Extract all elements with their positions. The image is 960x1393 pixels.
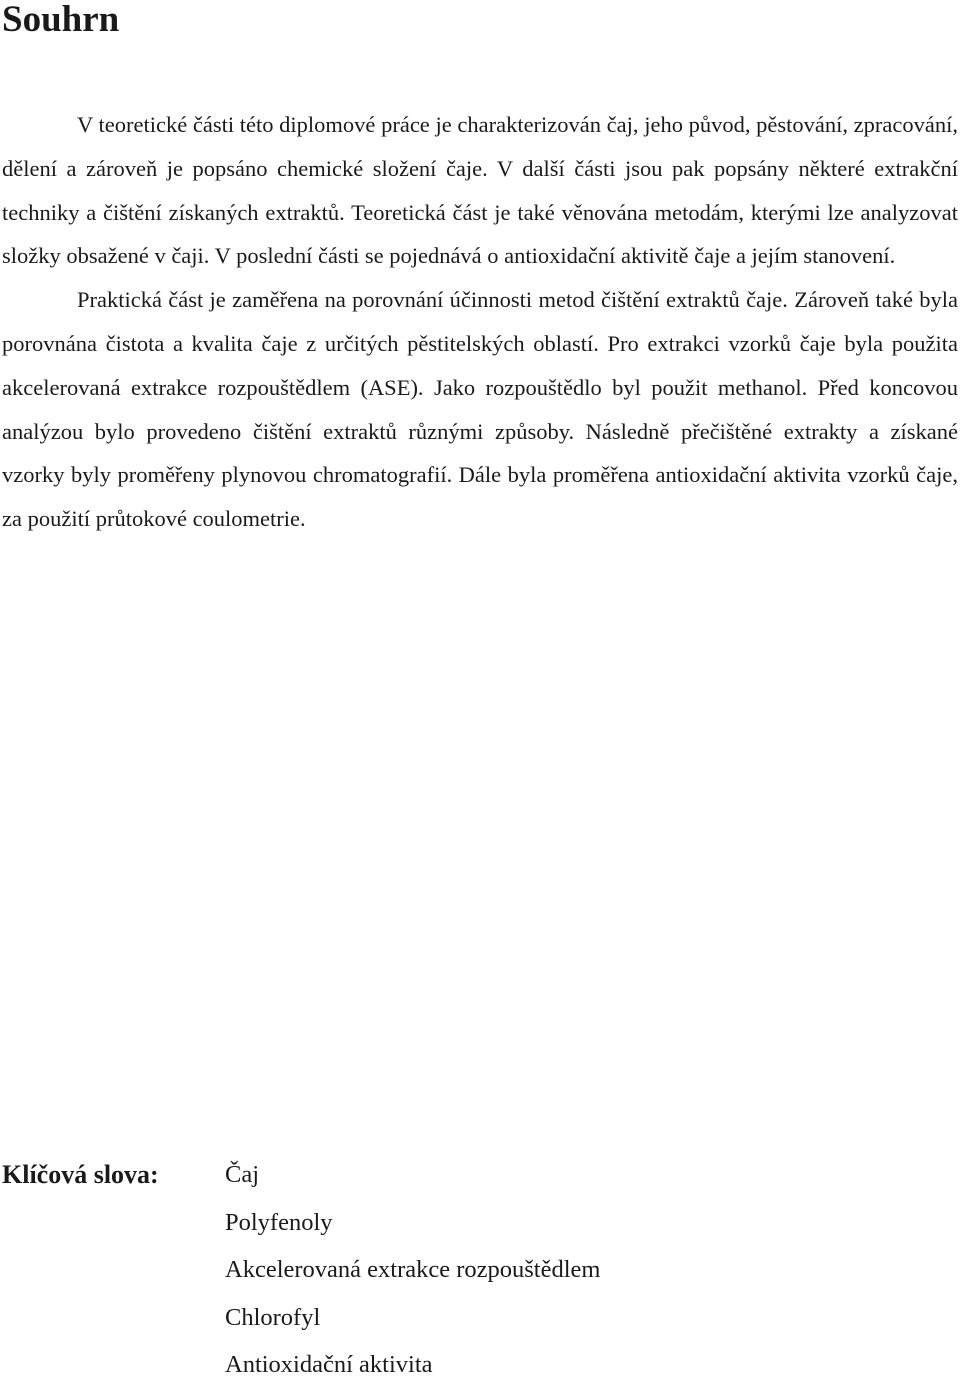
keywords-list <box>225 1155 600 1393</box>
keyword-item: Čaj <box>225 1161 260 1188</box>
keyword-item: Chlorofyl <box>225 1303 321 1331</box>
keyword-item: Antioxidační aktivita <box>225 1351 433 1378</box>
keywords-label: Klíčová slova: <box>2 1160 159 1189</box>
abstract-paragraph-practical: Praktická část je zaměřena na porovnání účinnosti metod čištění extraktů čaje. Zároveň také byla porovnána čistota a kvalita čaje z určitých pěstitelských oblastí. Pro extrakci vzorků čaje byla použita akcelerovaná extrakce rozpouštědlem (ASE). Jako rozpouštědlo byl použit methanol. Před koncovou analýzou bylo provedeno čištění extraktů různými způsoby. Následně přečištěné extrakty a získané vzorky byly proměřeny plynovou chromatografií. Dále byla proměřena antioxidační aktivita vzorků čaje, za použití průtokové coulometrie. <box>2 287 958 532</box>
keyword-item: Akcelerovaná extrakce rozpouštědlem <box>225 1256 601 1283</box>
abstract-body <box>2 103 958 541</box>
page-title: Souhrn <box>2 0 120 40</box>
keyword-item: Polyfenoly <box>225 1208 333 1236</box>
abstract-paragraph-theory: V teoretické části této diplomové práce je charakterizován čaj, jeho původ, pěstování, zpracování, dělení a zároveň je popsáno chemické složení čaje. V další části jsou pak popsány některé extrakční techniky a čištění získaných extraktů. Teoretická část je také věnována metodám, kterými lze analyzovat složky obsažené v čaji. V poslední části se pojednává o antioxidační aktivitě čaje a jejím stanovení. <box>2 112 958 269</box>
